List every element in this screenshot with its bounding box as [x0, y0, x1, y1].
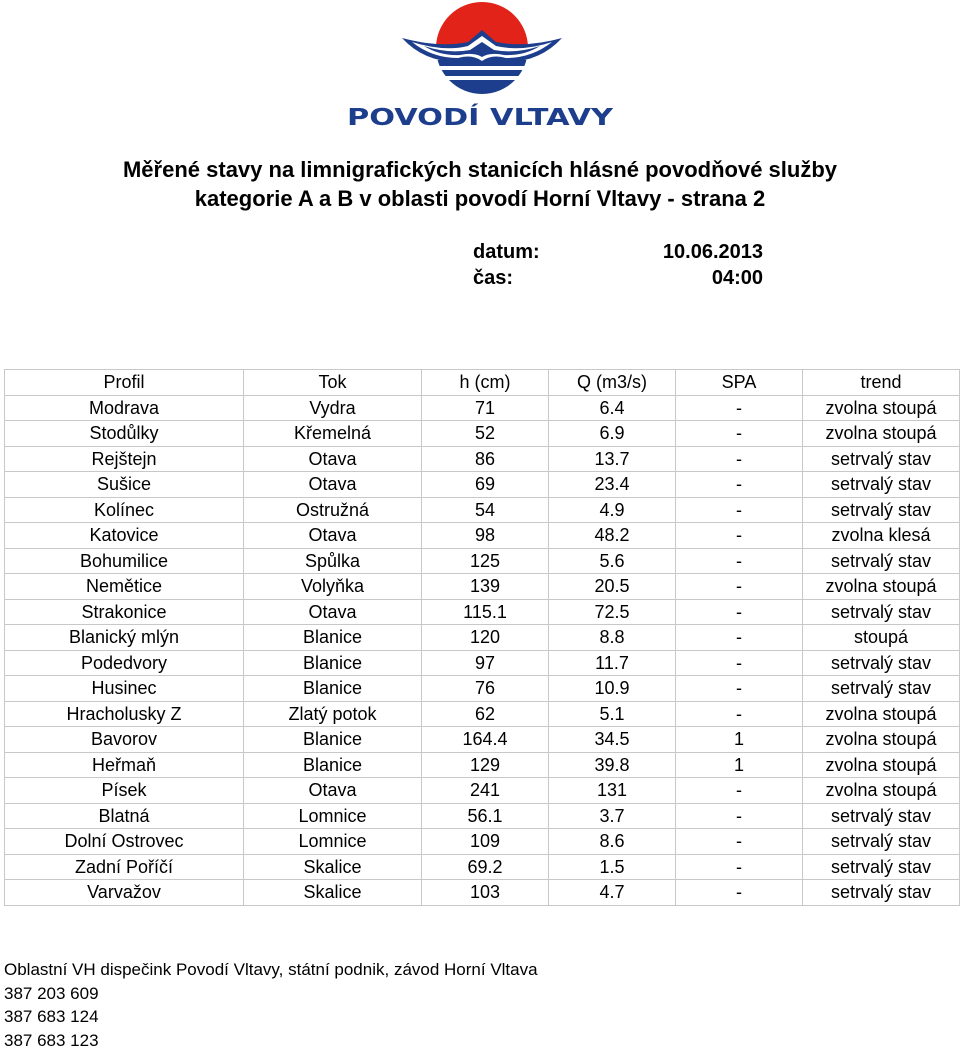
cell-tok: Lomnice: [244, 803, 422, 829]
cell-profil: Modrava: [5, 395, 244, 421]
cell-trend: zvolna stoupá: [803, 778, 960, 804]
cell-spa: -: [676, 548, 803, 574]
cell-spa: -: [676, 497, 803, 523]
table-row: [5, 599, 960, 625]
cell-q-m3s: 20.5: [549, 574, 676, 600]
cell-spa: -: [676, 395, 803, 421]
cell-spa: -: [676, 625, 803, 651]
cell-q-m3s: 3.7: [549, 803, 676, 829]
header-profil: Profil: [5, 370, 244, 396]
cell-trend: zvolna stoupá: [803, 421, 960, 447]
cell-profil: Blatná: [5, 803, 244, 829]
cell-spa: -: [676, 829, 803, 855]
cell-trend: setrvalý stav: [803, 854, 960, 880]
cell-q-m3s: 131: [549, 778, 676, 804]
page-title-line-2: kategorie A a B v oblasti povodí Horní Vltavy - strana 2: [194, 186, 766, 211]
date-label: datum:: [473, 241, 540, 263]
cell-profil: Sušice: [5, 472, 244, 498]
cell-tok: Blanice: [244, 727, 422, 753]
cell-spa: -: [676, 701, 803, 727]
cell-spa: -: [676, 650, 803, 676]
footer-phone-1: 387 203 609: [4, 983, 99, 1003]
cell-spa: -: [676, 778, 803, 804]
cell-q-m3s: 34.5: [549, 727, 676, 753]
table-row: [5, 778, 960, 804]
table-row: [5, 395, 960, 421]
cell-q-m3s: 5.6: [549, 548, 676, 574]
cell-q-m3s: 6.4: [549, 395, 676, 421]
cell-trend: zvolna stoupá: [803, 701, 960, 727]
cell-tok: Otava: [244, 778, 422, 804]
cell-profil: Katovice: [5, 523, 244, 549]
cell-q-m3s: 4.7: [549, 880, 676, 906]
cell-spa: -: [676, 803, 803, 829]
table-header-row: [5, 370, 960, 396]
table-row: [5, 548, 960, 574]
cell-trend: setrvalý stav: [803, 548, 960, 574]
cell-q-m3s: 1.5: [549, 854, 676, 880]
table-body: [5, 395, 960, 905]
cell-tok: Blanice: [244, 650, 422, 676]
cell-trend: setrvalý stav: [803, 803, 960, 829]
cell-trend: setrvalý stav: [803, 472, 960, 498]
cell-spa: -: [676, 523, 803, 549]
table-row: [5, 701, 960, 727]
cell-trend: setrvalý stav: [803, 880, 960, 906]
cell-spa: -: [676, 676, 803, 702]
table-row: [5, 650, 960, 676]
cell-h-cm: 69: [422, 472, 549, 498]
cell-profil: Husinec: [5, 676, 244, 702]
cell-profil: Kolínec: [5, 497, 244, 523]
cell-h-cm: 71: [422, 395, 549, 421]
table-row: [5, 727, 960, 753]
cell-trend: zvolna stoupá: [803, 395, 960, 421]
cell-spa: -: [676, 421, 803, 447]
cell-trend: zvolna stoupá: [803, 727, 960, 753]
time-label: čas:: [473, 267, 514, 289]
cell-h-cm: 103: [422, 880, 549, 906]
header-spa: SPA: [676, 370, 803, 396]
cell-tok: Skalice: [244, 880, 422, 906]
cell-h-cm: 115.1: [422, 599, 549, 625]
cell-trend: zvolna stoupá: [803, 574, 960, 600]
cell-tok: Ostružná: [244, 497, 422, 523]
cell-q-m3s: 5.1: [549, 701, 676, 727]
table-row: [5, 574, 960, 600]
table-row: [5, 676, 960, 702]
cell-trend: setrvalý stav: [803, 650, 960, 676]
header-h-cm: h (cm): [422, 370, 549, 396]
cell-h-cm: 86: [422, 446, 549, 472]
cell-spa: -: [676, 574, 803, 600]
cell-tok: Zlatý potok: [244, 701, 422, 727]
cell-q-m3s: 72.5: [549, 599, 676, 625]
cell-profil: Zadní Poříčí: [5, 854, 244, 880]
date-value: 10.06.2013: [662, 241, 763, 263]
cell-q-m3s: 48.2: [549, 523, 676, 549]
cell-tok: Blanice: [244, 752, 422, 778]
table-row: [5, 752, 960, 778]
cell-profil: Hracholusky Z: [5, 701, 244, 727]
cell-trend: setrvalý stav: [803, 446, 960, 472]
cell-h-cm: 54: [422, 497, 549, 523]
cell-h-cm: 98: [422, 523, 549, 549]
table-row: [5, 829, 960, 855]
cell-h-cm: 139: [422, 574, 549, 600]
logo-graphic: [340, 0, 620, 130]
logo-bird-icon: [402, 30, 562, 66]
cell-q-m3s: 8.8: [549, 625, 676, 651]
cell-h-cm: 129: [422, 752, 549, 778]
cell-tok: Vydra: [244, 395, 422, 421]
header-trend: trend: [803, 370, 960, 396]
cell-q-m3s: 23.4: [549, 472, 676, 498]
cell-spa: -: [676, 472, 803, 498]
cell-q-m3s: 6.9: [549, 421, 676, 447]
cell-tok: Otava: [244, 446, 422, 472]
cell-tok: Spůlka: [244, 548, 422, 574]
cell-h-cm: 120: [422, 625, 549, 651]
cell-spa: -: [676, 880, 803, 906]
cell-profil: Bavorov: [5, 727, 244, 753]
cell-h-cm: 76: [422, 676, 549, 702]
cell-q-m3s: 11.7: [549, 650, 676, 676]
contact-footer: [4, 958, 538, 1052]
table-row: [5, 497, 960, 523]
cell-tok: Otava: [244, 523, 422, 549]
time-value: 04:00: [711, 267, 763, 289]
cell-tok: Otava: [244, 599, 422, 625]
cell-h-cm: 69.2: [422, 854, 549, 880]
cell-h-cm: 164.4: [422, 727, 549, 753]
table-row: [5, 854, 960, 880]
cell-q-m3s: 10.9: [549, 676, 676, 702]
table-row: [5, 625, 960, 651]
cell-h-cm: 62: [422, 701, 549, 727]
cell-q-m3s: 39.8: [549, 752, 676, 778]
cell-profil: Podedvory: [5, 650, 244, 676]
table-row: [5, 523, 960, 549]
cell-tok: Blanice: [244, 625, 422, 651]
station-measurements-table: [4, 369, 960, 906]
table-row: [5, 803, 960, 829]
cell-tok: Volyňka: [244, 574, 422, 600]
header-q-m3s: Q (m3/s): [549, 370, 676, 396]
cell-trend: setrvalý stav: [803, 676, 960, 702]
cell-profil: Písek: [5, 778, 244, 804]
cell-trend: zvolna klesá: [803, 523, 960, 549]
cell-tok: Křemelná: [244, 421, 422, 447]
cell-h-cm: 125: [422, 548, 549, 574]
cell-spa: -: [676, 854, 803, 880]
cell-tok: Skalice: [244, 854, 422, 880]
cell-profil: Strakonice: [5, 599, 244, 625]
cell-h-cm: 109: [422, 829, 549, 855]
page-title-line-1: Měřené stavy na limnigrafických stanicích hlásné povodňové služby: [122, 157, 837, 182]
cell-spa: -: [676, 446, 803, 472]
cell-trend: stoupá: [803, 625, 960, 651]
cell-trend: setrvalý stav: [803, 599, 960, 625]
table-row: [5, 421, 960, 447]
cell-h-cm: 241: [422, 778, 549, 804]
table-row: [5, 446, 960, 472]
cell-q-m3s: 4.9: [549, 497, 676, 523]
table-row: [5, 880, 960, 906]
cell-q-m3s: 13.7: [549, 446, 676, 472]
cell-trend: setrvalý stav: [803, 829, 960, 855]
logo-text: POVODÍ VLTAVY: [347, 105, 549, 130]
cell-spa: -: [676, 599, 803, 625]
cell-h-cm: 97: [422, 650, 549, 676]
cell-profil: Bohumilice: [5, 548, 244, 574]
cell-profil: Dolní Ostrovec: [5, 829, 244, 855]
cell-profil: Varvažov: [5, 880, 244, 906]
cell-spa: 1: [676, 727, 803, 753]
table-row: [5, 472, 960, 498]
cell-h-cm: 56.1: [422, 803, 549, 829]
cell-tok: Lomnice: [244, 829, 422, 855]
footer-phone-2: 387 683 124: [4, 1007, 99, 1026]
footer-organization: Oblastní VH dispečink Povodí Vltavy, státní podnik, závod Horní Vltava: [4, 960, 538, 979]
cell-profil: Heřmaň: [5, 752, 244, 778]
cell-profil: Stodůlky: [5, 421, 244, 447]
povodi-vltavy-logo: [340, 0, 620, 130]
cell-profil: Rejštejn: [5, 446, 244, 472]
header-tok: Tok: [244, 370, 422, 396]
cell-q-m3s: 8.6: [549, 829, 676, 855]
footer-phone-3: 387 683 123: [4, 1030, 99, 1050]
cell-profil: Blanický mlýn: [5, 625, 244, 651]
cell-profil: Nemětice: [5, 574, 244, 600]
cell-spa: 1: [676, 752, 803, 778]
cell-trend: setrvalý stav: [803, 497, 960, 523]
cell-tok: Blanice: [244, 676, 422, 702]
cell-tok: Otava: [244, 472, 422, 498]
cell-h-cm: 52: [422, 421, 549, 447]
cell-trend: zvolna stoupá: [803, 752, 960, 778]
